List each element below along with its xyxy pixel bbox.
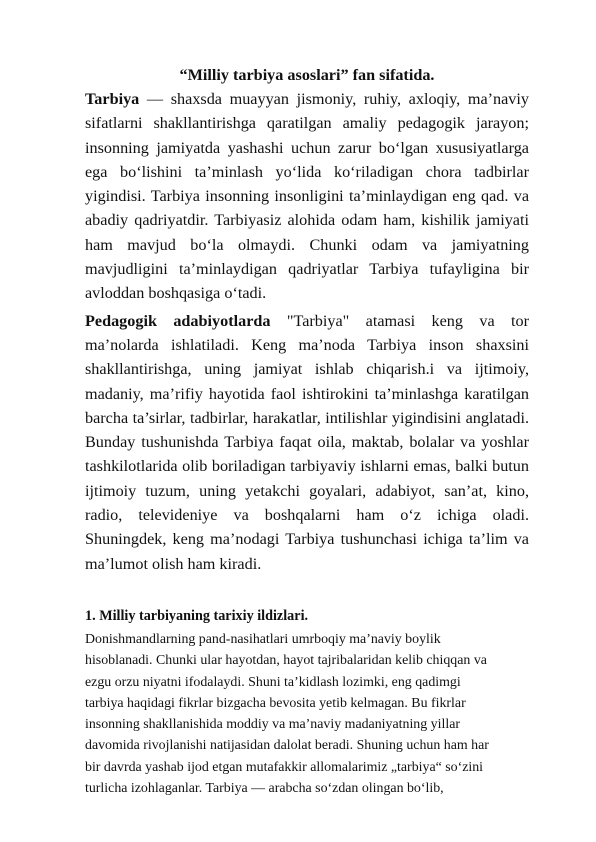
- section-line: bir davrda yashab ijod etgan mutafakkir allomalarimiz „tarbiya“ so‘zini: [85, 759, 484, 775]
- term-pedagogik-adabiyotlarda: Pedagogik adabiyotlarda: [85, 311, 271, 330]
- section-body: [85, 629, 555, 799]
- section-line: turlicha izohlaganlar. Tarbiya — arabcha so‘zdan olingan bo‘lib,: [85, 781, 444, 797]
- document-page: [85, 64, 529, 799]
- section-line: Donishmandlarning pand-nasihatlari umrboqiy ma’naviy boylik: [85, 631, 441, 647]
- paragraph-tarbiya-definition: [85, 87, 529, 306]
- section-line: ezgu orzu niyatni ifodalaydi. Shuni ta’kidlash lozimki, eng qadimgi: [85, 674, 461, 690]
- section-heading: 1. Milliy tarbiyaning tarixiy ildizlari.: [85, 607, 309, 624]
- section-line: davomida rivojlanishi natijasidan dalolat beradi. Shuning uchun ham har: [85, 738, 489, 754]
- section-line: insonning shakllanishida moddiy va ma’naviy madaniyatning yillar: [85, 717, 460, 733]
- document-title: “Milliy tarbiya asoslari” fan sifatida.: [179, 66, 435, 84]
- section-line: hisoblanadi. Chunki ular hayotdan, hayot tajribalaridan kelib chiqqan va: [85, 653, 487, 669]
- section-line: tarbiya haqidagi fikrlar bizgacha bevosita yetib kelmagan. Bu fikrlar: [85, 695, 466, 711]
- term-tarbiya: Tarbiya: [85, 90, 140, 108]
- paragraph-pedagogik-adabiyotlar: [85, 309, 529, 576]
- paragraph-tarbiya-text: — shaxsda muayyan jismoniy, ruhiy, axloqiy, ma’naviy sifatlarni shakllantirishga qaratilgan amaliy pedagogik jarayon; insonning jamiyatda yashashi uchun zarur bo‘lgan xususiyatlarga ega bo‘lishini ta’minlash yo‘lida ko‘riladigan chora tadbirlar yigindisi. Tarbiya insonning insonligini ta’minlaydigan eng qad. va abadiy qadriyatdir. Tarbiyasiz alohida odam ham, kishilik jamiyati ham mavjud bo‘la olmaydi. Chunki odam va jamiyatning mavjudligini ta’minlaydigan qadriyatlar Tarbiya tufayligina bir avloddan boshqasiga o‘tadi.: [85, 90, 529, 303]
- paragraph-pedagogik-text: "Tarbiya" atamasi keng va tor ma’nolarda ishlatiladi. Keng ma’noda Tarbiya inson shaxsini shakllantirishga, uning jamiyat ishlab chiqarish.i va ijtimoiy, madaniy, ma’rifiy hayotida faol ishtirokini ta’minlashga karatilgan barcha ta’sirlar, tadbirlar, harakatlar, intilishlar yigindisini anglatadi. Bunday tushunishda Tarbiya faqat oila, maktab, bolalar va yoshlar tashkilotlarida olib boriladigan tarbiyaviy ishlarni emas, balki butun ijtimoiy tuzum, uning yetakchi goyalari, adabiyot, san’at, kino, radio, televideniye va boshqalarni ham o‘z ichiga oladi. Shuningdek, keng ma’nodagi Tarbiya tushunchasi ichiga ta’lim va ma’lumot olish ham kiradi.: [85, 311, 529, 573]
